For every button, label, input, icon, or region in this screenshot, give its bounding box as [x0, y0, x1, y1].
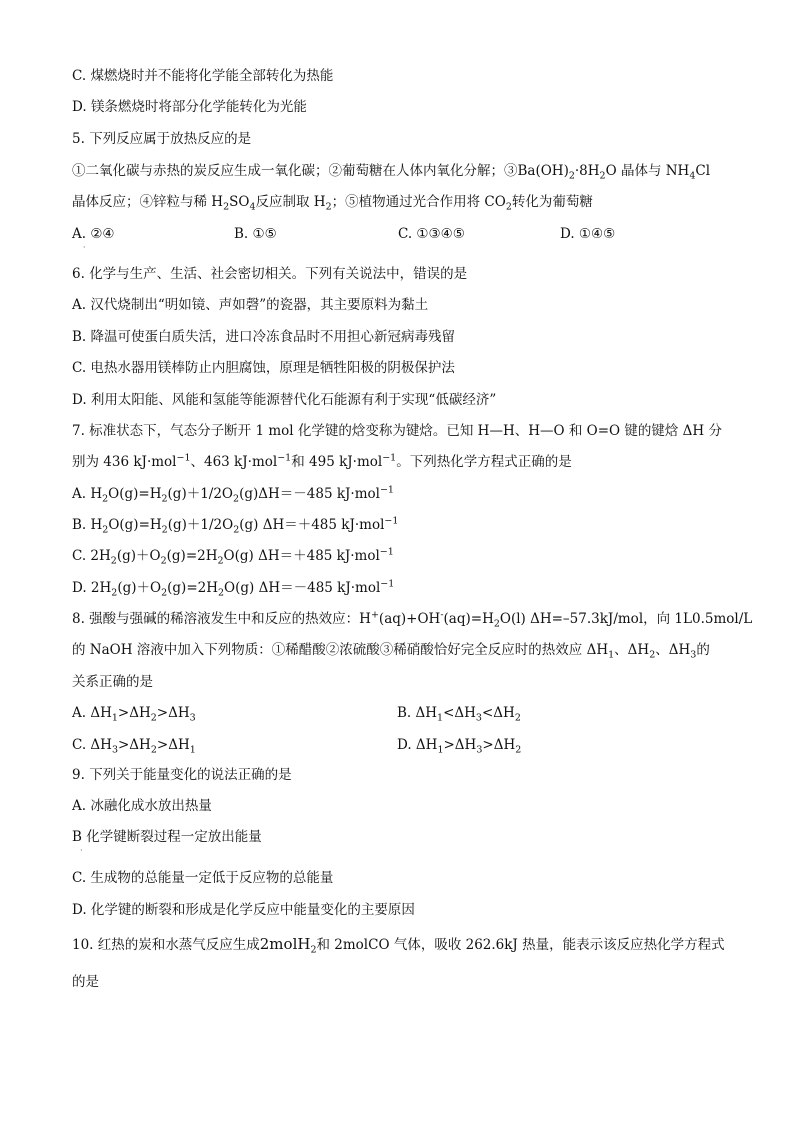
q8-stem-line1: 8. 强酸与强碱的稀溶液发生中和反应的热效应：$H^+(aq)+OH^-(aq)=H_2O(l)$ ΔH=–57.3kJ/mol，向 1L0.5mol/L — [72, 609, 753, 630]
q8-option-c: C. $\Delta H_3>\Delta H_2>\Delta H_1$ — [72, 737, 196, 756]
q7-stem-line1: 7. 标准状态下，气态分子断开 1 mol 化学键的焓变称为键焓。已知 H—H、H—O 和 O=O 键的键焓 ΔH 分 — [72, 423, 722, 439]
q7-stem-line2: 别为 436 kJ·mol$^{-1}$、463 kJ·mol$^{-1}$和 495 kJ·mol$^{-1}$。下列热化学方程式正确的是 — [72, 452, 572, 470]
q6-option-d: D. 利用太阳能、风能和氢能等能源替代化石能源有利于实现“低碳经济” — [72, 392, 497, 408]
q6-stem: 6. 化学与生产、生活、社会密切相关。下列有关说法中，错误的是 — [72, 266, 468, 282]
q4-option-c: C. 煤燃烧时并不能将化学能全部转化为热能 — [72, 68, 334, 84]
q5-option-b: B. ①⑤ — [234, 226, 277, 242]
q8-stem-line2: 的 NaOH 溶液中加入下列物质：①稀醋酸②浓硫酸③稀硝酸恰好完全反应时的热效应 $\Delta H_1$、$\Delta H_2$、$\Delta H_3$的 — [72, 642, 710, 661]
q8-option-b: B. $\Delta H_1<\Delta H_3<\Delta H_2$ — [397, 705, 521, 724]
q5-items-line1: ①二氧化碳与赤热的炭反应生成一氧化碳；②葡萄糖在人体内氧化分解；$③Ba(OH)_2\cdot 8H_2O$ 晶体与 $NH_4Cl$ — [72, 163, 711, 182]
q7-option-c: C. $2H_2(g)+O_2(g)=2H_2O(g)$ ΔH＝＋485 kJ·mol$^{-1}$ — [72, 546, 394, 567]
q8-option-a: A. $\Delta H_1>\Delta H_2>\Delta H_3$ — [72, 705, 196, 724]
q9-option-d: D. 化学键的断裂和形成是化学反应中能量变化的主要原因 — [72, 902, 415, 918]
q7-option-a: A. $H_2O(g)=H_2(g)+1/2O_2(g)\Delta H=-485$ kJ·mol$^{-1}$ — [72, 484, 394, 505]
q10-stem-line2: 的是 — [72, 974, 99, 990]
q8-stem-line3: 关系正确的是 — [72, 674, 153, 690]
scan-dot: · — [83, 243, 86, 252]
q9-option-a: A. 冰融化成水放出热量 — [72, 798, 212, 814]
q5-option-c: C. ①③④⑤ — [398, 226, 465, 242]
q5-option-d: D. ①④⑤ — [560, 226, 616, 242]
q9-option-b: B 化学键断裂过程一定放出能量 — [72, 829, 262, 845]
q4-option-d: D. 镁条燃烧时将部分化学能转化为光能 — [72, 99, 307, 115]
q6-option-b: B. 降温可使蛋白质失活，进口冷冻食品时不用担心新冠病毒残留 — [72, 329, 456, 345]
q6-option-c: C. 电热水器用镁棒防止内胆腐蚀，原理是牺牲阳极的阴极保护法 — [72, 360, 455, 376]
q9-stem: 9. 下列关于能量变化的说法正确的是 — [72, 767, 292, 783]
q8-option-d: D. $\Delta H_1>\Delta H_3>\Delta H_2$ — [397, 737, 522, 756]
q9-option-c: C. 生成物的总能量一定低于反应物的总能量 — [72, 870, 334, 886]
scan-dot: · — [80, 846, 83, 855]
q10-stem-line1: 10. 红热的炭和水蒸气反应生成2molH$_2$和 2molCO 气体，吸收 262.6kJ 热量，能表示该反应热化学方程式 — [72, 935, 725, 956]
q5-option-a: A. ②④ — [72, 226, 115, 242]
q7-option-b: B. $H_2O(g)=H_2(g)+1/2O_2(g)$ ΔH＝＋485 kJ·mol$^{-1}$ — [72, 515, 399, 536]
q7-option-d: D. $2H_2(g)+O_2(g)=2H_2O(g)$ ΔH＝－485 kJ·mol$^{-1}$ — [72, 578, 395, 599]
q6-option-a: A. 汉代烧制出“明如镜、声如磬”的瓷器，其主要原料为黏土 — [72, 297, 429, 313]
q5-stem: 5. 下列反应属于放热反应的是 — [72, 131, 252, 147]
q5-items-line2: 晶体反应；④锌粒与稀 $H_2SO_4$反应制取 $H_2$；⑤植物通过光合作用将 $CO_2$转化为葡萄糖 — [72, 194, 593, 213]
